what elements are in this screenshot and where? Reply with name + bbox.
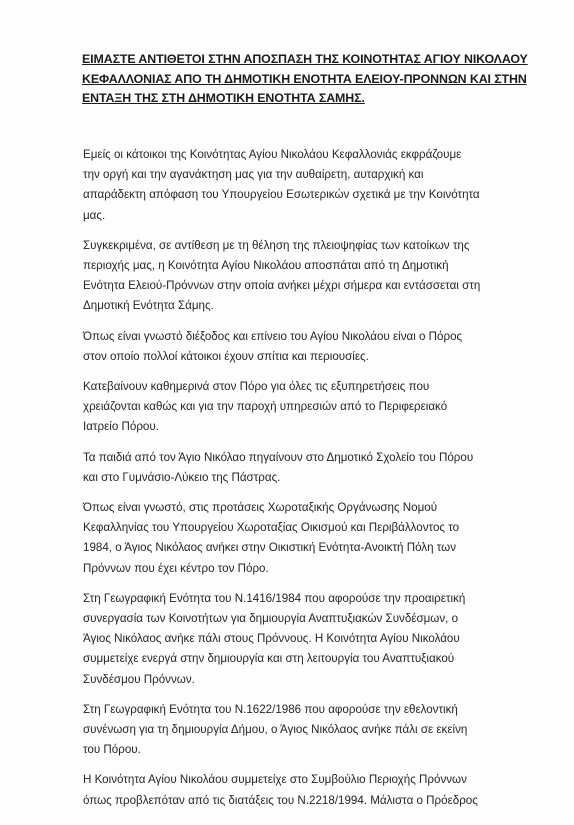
text-line: Ιατρείο Πόρου. (83, 420, 159, 434)
text-line: Ενότητα Ελειού-Πρόννων στην οποία ανήκει μέχρι σήμερα και εντάσσεται στη (83, 279, 481, 293)
text-line: απαράδεκτη απόφαση του Υπουργείου Εσωτερικών σχετικά με την Κοινότητα (83, 188, 480, 202)
text-line: Πρόννων που έχει κέντρο τον Πόρο. (83, 561, 269, 575)
paragraph-specifically (83, 236, 553, 317)
paragraph-schools (83, 448, 553, 488)
title-line: ΕΙΜΑΣΤΕ ΑΝΤΙΘΕΤΟΙ ΣΤΗΝ ΑΠΟΣΠΑΣΗ ΤΗΣ ΚΟΙΝΟΤΗΤΑΣ ΑΓΙΟΥ ΝΙΚΟΛΑΟΥ (82, 52, 528, 66)
text-line: Τα παιδιά από τον Άγιο Νικόλαο πηγαίνουν στο Δημοτικό Σχολείο του Πόρου (83, 450, 474, 464)
text-line: του Πόρου. (83, 743, 141, 757)
text-line: Άγιος Νικόλαος ανήκε πάλι στους Πρόννους. Η Κοινότητα Αγίου Νικολάου (83, 632, 460, 646)
document-title (82, 50, 542, 109)
text-line: Στη Γεωγραφική Ενότητα του Ν.1416/1984 που αφορούσε την προαιρετική (83, 591, 466, 605)
text-line: Συγκεκριμένα, σε αντίθεση με τη θέληση της πλειοψηφίας των κατοίκων της (83, 238, 470, 252)
text-line: στον οποίο πολλοί κάτοικοι έχουν σπίτια και περιουσίες. (83, 349, 369, 363)
paragraph-poros-outlet (83, 327, 553, 367)
text-line: Δημοτική Ενότητα Σάμης. (83, 299, 214, 313)
paragraph-law-2218 (83, 770, 553, 810)
paragraph-daily-services (83, 377, 553, 438)
text-line: 1984, ο Άγιος Νικόλαος ανήκει στην Οικιστική Ενότητα-Ανοικτή Πόλη των (83, 541, 457, 555)
text-line: μας. (83, 208, 106, 222)
text-line: συνένωση για τη δημιουργία Δήμου, ο Άγιος Νικόλαος ανήκε πάλι σε εκείνη (83, 723, 468, 737)
text-line: χρειάζονται καθώς και για την παροχή υπηρεσιών από το Περιφερειακό (83, 400, 448, 414)
text-line: συνεργασία των Κοινοτήτων για δημιουργία Αναπτυξιακών Συνδέσμων, ο (83, 612, 459, 626)
title-line: ΚΕΦΑΛΛΟΝΙΑΣ ΑΠΟ ΤΗ ΔΗΜΟΤΙΚΗ ΕΝΟΤΗΤΑ ΕΛΕΙΟΥ-ΠΡΟΝΝΩΝ ΚΑΙ ΣΤΗΝ (82, 71, 527, 86)
text-line: Όπως είναι γνωστό, στις προτάσεις Χωροταξικής Οργάνωσης Νομού (83, 501, 438, 515)
paragraph-law-1622 (83, 700, 553, 761)
text-line: Κατεβαίνουν καθημερινά στον Πόρο για όλες τις εξυπηρετήσεις που (83, 380, 430, 394)
paragraph-law-1416 (83, 589, 553, 690)
text-line: Όπως είναι γνωστό διέξοδος και επίνειο του Αγίου Νικολάου είναι ο Πόρος (83, 329, 463, 343)
text-line: Συνδέσμου Πρόννων. (83, 672, 195, 686)
text-line: την οργή και την αγανάκτηση μας για την αυθαίρετη, αυταρχική και (83, 168, 424, 182)
paragraph-intro (83, 145, 553, 226)
text-line: Κεφαλληνίας του Υπουργείου Χωροταξίας Οικισμού και Περιβάλλοντος το (83, 521, 460, 535)
title-line: ΕΝΤΑΞΗ ΤΗΣ ΣΤΗ ΔΗΜΟΤΙΚΗ ΕΝΟΤΗΤΑ ΣΑΜΗΣ. (82, 91, 365, 105)
text-line: περιοχής μας, η Κοινότητα Αγίου Νικολάου αποσπάται από τη Δημοτική (83, 259, 449, 273)
text-line: Στη Γεωγραφική Ενότητα του Ν.1622/1986 που αφορούσε την εθελοντική (83, 702, 458, 716)
text-line: όπως προβλεπόταν από τις διατάξεις του Ν.2218/1994. Μάλιστα ο Πρόεδρος (83, 793, 478, 807)
text-line: συμμετείχε ενεργά στην δημιουργία και στη λειτουργία του Αναπτυξιακού (83, 652, 455, 666)
text-line: Η Κοινότητα Αγίου Νικολάου συμμετείχε στο Συμβούλιο Περιοχής Πρόννων (83, 773, 467, 787)
paragraph-spatial-planning (83, 498, 553, 579)
text-line: Εμείς οι κάτοικοι της Κοινότητας Αγίου Νικολάου Κεφαλλονιάς εκφράζουμε (83, 148, 462, 161)
text-line: και στο Γυμνάσιο-Λύκειο της Πάστρας. (83, 470, 281, 484)
document-body (83, 145, 553, 821)
